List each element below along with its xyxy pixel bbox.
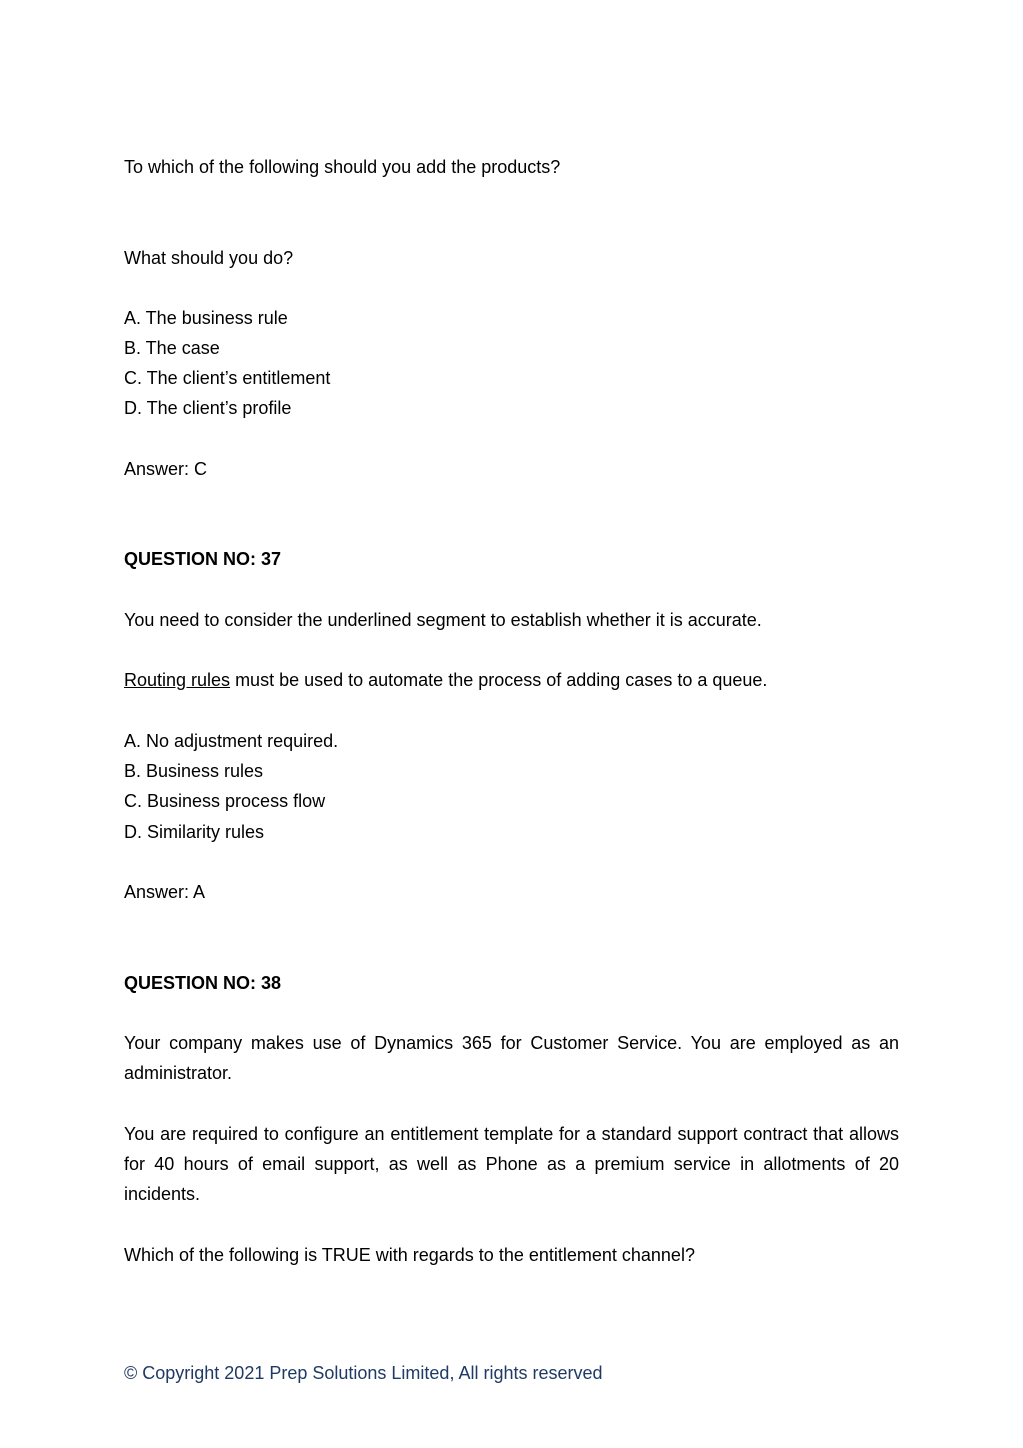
q36-option-b: B. The case — [124, 338, 220, 358]
q37-statement — [124, 665, 767, 695]
q37-heading: QUESTION NO: 37 — [124, 549, 282, 569]
q37-intro: You need to consider the underlined segment to establish whether it is accurate. — [124, 610, 762, 630]
q36-option-c: C. The client’s entitlement — [124, 368, 331, 388]
q38-question: Which of the following is TRUE with regards to the entitlement channel? — [124, 1245, 695, 1265]
q37-option-b: B. Business rules — [124, 761, 264, 781]
q36-option-d: D. The client’s profile — [124, 398, 292, 418]
q38-heading: QUESTION NO: 38 — [124, 973, 282, 993]
copyright-footer: © Copyright 2021 Prep Solutions Limited, All rights reserved — [124, 1363, 603, 1383]
q37-underlined-segment: Routing rules — [124, 670, 231, 690]
q37-statement-rest: must be used to automate the process of adding cases to a queue. — [230, 670, 768, 690]
q37-option-d: D. Similarity rules — [124, 822, 265, 842]
q37-answer: Answer: A — [124, 882, 206, 902]
q38-paragraph-2: You are required to configure an entitlement template for a standard support contract that allows for 40 hours of email support, as well as Phone as a premium service in allotments of 20 incidents. — [124, 1124, 899, 1204]
document-page — [124, 0, 899, 1448]
q37-option-a: A. No adjustment required. — [124, 731, 339, 751]
q36-answer: Answer: C — [124, 459, 208, 479]
q36-question: To which of the following should you add the products? — [124, 157, 561, 177]
q36-prompt: What should you do? — [124, 248, 294, 268]
q37-option-c: C. Business process flow — [124, 791, 326, 811]
q38-paragraph-1: Your company makes use of Dynamics 365 for Customer Service. You are employed as an administrator. — [124, 1033, 899, 1083]
q36-option-a: A. The business rule — [124, 308, 288, 328]
